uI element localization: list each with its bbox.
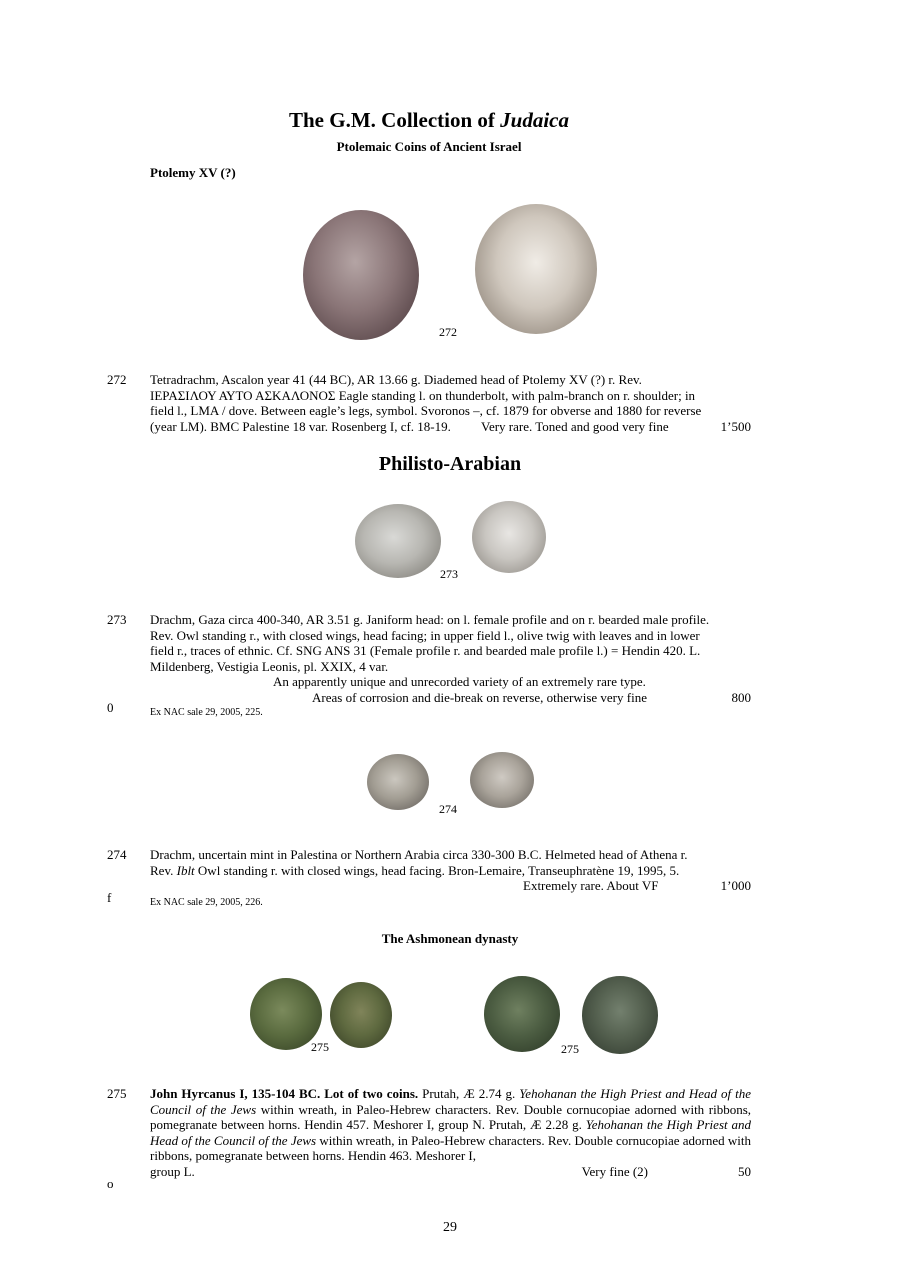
image-caption-275-a: 275 xyxy=(311,1040,329,1054)
margin-mark-274: f xyxy=(107,890,112,905)
lot-description-275: John Hyrcanus I, 135-104 BC. Lot of two coins. Prutah, Æ 2.74 g. Yehohanan the High Priest and Head of the Council of the Jews within wreath, in Paleo-Hebrew characters. Rev. Double cornucopiae adorned with ribbons, pomegranate between horns. Hendin 457. Meshorer I, group N. Prutah, Æ 2.28 g. Yehohanan the High Priest and Head of the Council of the Jews within wreath, in Paleo-Hebrew characters. Rev. Double cornucopiae adorned with ribbons, pomegranate between horns. Hendin 463. Meshorer I, group L. Very fine (2) 50 xyxy=(150,1086,751,1179)
image-caption-273: 273 xyxy=(440,567,458,581)
lot-description-272: Tetradrachm, Ascalon year 41 (44 BC), AR 13.66 g. Diademed head of Ptolemy XV (?) r. Rev. ΙΕΡΑΣΙΛΟΥ ΑΥΤΟ ΑΣΚΑΛΟΝΟΣ Eagle standing l. on thunderbolt, with palm-branch on r. shoulder; in field l., LMA / dove. Between eagle’s legs, symbol. Svoronos –, cf. 1879 for obverse and 1880 for reverse (year LM). BMC Palestine 18 var. Rosenberg I, cf. 18-19. Very rare. Toned and good very fine 1’500 xyxy=(150,372,751,434)
margin-mark-275: o xyxy=(107,1176,114,1191)
estimate-273: 800 xyxy=(731,689,751,705)
lot-number-273: 273 xyxy=(107,612,127,627)
lot-number-275: 275 xyxy=(107,1086,127,1101)
grade-274: Extremely rare. About VF xyxy=(523,878,659,893)
margin-mark-273: 0 xyxy=(107,700,114,715)
provenance-274: Ex NAC sale 29, 2005, 226. xyxy=(150,897,263,908)
grade-273: Areas of corrosion and die-break on reverse, otherwise very fine xyxy=(312,689,647,705)
lot-272-last-line: (year LM). BMC Palestine 18 var. Rosenberg I, cf. 18-19. Very rare. Toned and good very fine 1’500 xyxy=(150,418,751,434)
remark-273-a: An apparently unique and unrecorded variety of an extremely rare type. xyxy=(273,674,646,689)
estimate-272: 1’500 xyxy=(720,418,751,434)
lot-number-274: 274 xyxy=(107,847,127,862)
coin-273-reverse xyxy=(472,501,546,573)
coin-274-obverse xyxy=(367,754,429,810)
lot-description-273: Drachm, Gaza circa 400-340, AR 3.51 g. Janiform head: on l. female profile and on r. bearded male profile. Rev. Owl standing r., with closed wings, head facing; in upper field l., olive twig with leaves and in lower field r., traces of ethnic. Cf. SNG ANS 31 (Female profile r. and bearded male profile l.) = Hendin 420. L. Mildenberg, Vestigia Leonis, pl. XXIX, 4 var. An apparently unique and unrecorded variety of an extremely rare type. Areas of corrosion and die-break on reverse, otherwise very fine 800 xyxy=(150,612,751,705)
lot-275-last-line: group L. Very fine (2) 50 xyxy=(150,1163,751,1179)
lot-274-grade-line xyxy=(150,878,751,894)
grade-272: Very rare. Toned and good very fine xyxy=(481,418,669,434)
estimate-275: 50 xyxy=(738,1163,751,1179)
section-heading-philisto-arabian: Philisto-Arabian xyxy=(378,453,522,475)
provenance-273: Ex NAC sale 29, 2005, 225. xyxy=(150,707,263,718)
section-heading-ashmonean: The Ashmonean dynasty xyxy=(381,931,519,946)
lot-273-grade-line xyxy=(150,690,751,706)
coin-272-obverse xyxy=(303,210,419,340)
estimate-274: 1’000 xyxy=(720,878,751,893)
coin-275a-reverse xyxy=(330,982,392,1048)
lot-number-272: 272 xyxy=(107,372,127,387)
page-number: 29 xyxy=(443,1220,457,1235)
grade-275: Very fine (2) xyxy=(581,1163,648,1179)
coin-274-reverse xyxy=(470,752,534,808)
image-caption-274: 274 xyxy=(439,802,457,816)
image-caption-272: 272 xyxy=(439,325,457,339)
coin-272-reverse xyxy=(475,204,597,334)
page-title: The G.M. Collection of Judaica xyxy=(289,108,569,132)
section-heading-ptolemy: Ptolemy XV (?) xyxy=(150,165,236,180)
image-caption-275-b: 275 xyxy=(561,1042,579,1056)
page-subtitle: Ptolemaic Coins of Ancient Israel xyxy=(336,139,522,154)
coin-275b-reverse xyxy=(582,976,658,1054)
coin-273-obverse xyxy=(355,504,441,578)
lot-description-274: Drachm, uncertain mint in Palestina or Northern Arabia circa 330-300 B.C. Helmeted head of Athena r. Rev. Iblt Owl standing r. with closed wings, head facing. Bron-Lemaire, Transeuphratène 19, 1995, 5. Extremely rare. About VF 1’000 xyxy=(150,847,751,893)
coin-275b-obverse xyxy=(484,976,560,1052)
